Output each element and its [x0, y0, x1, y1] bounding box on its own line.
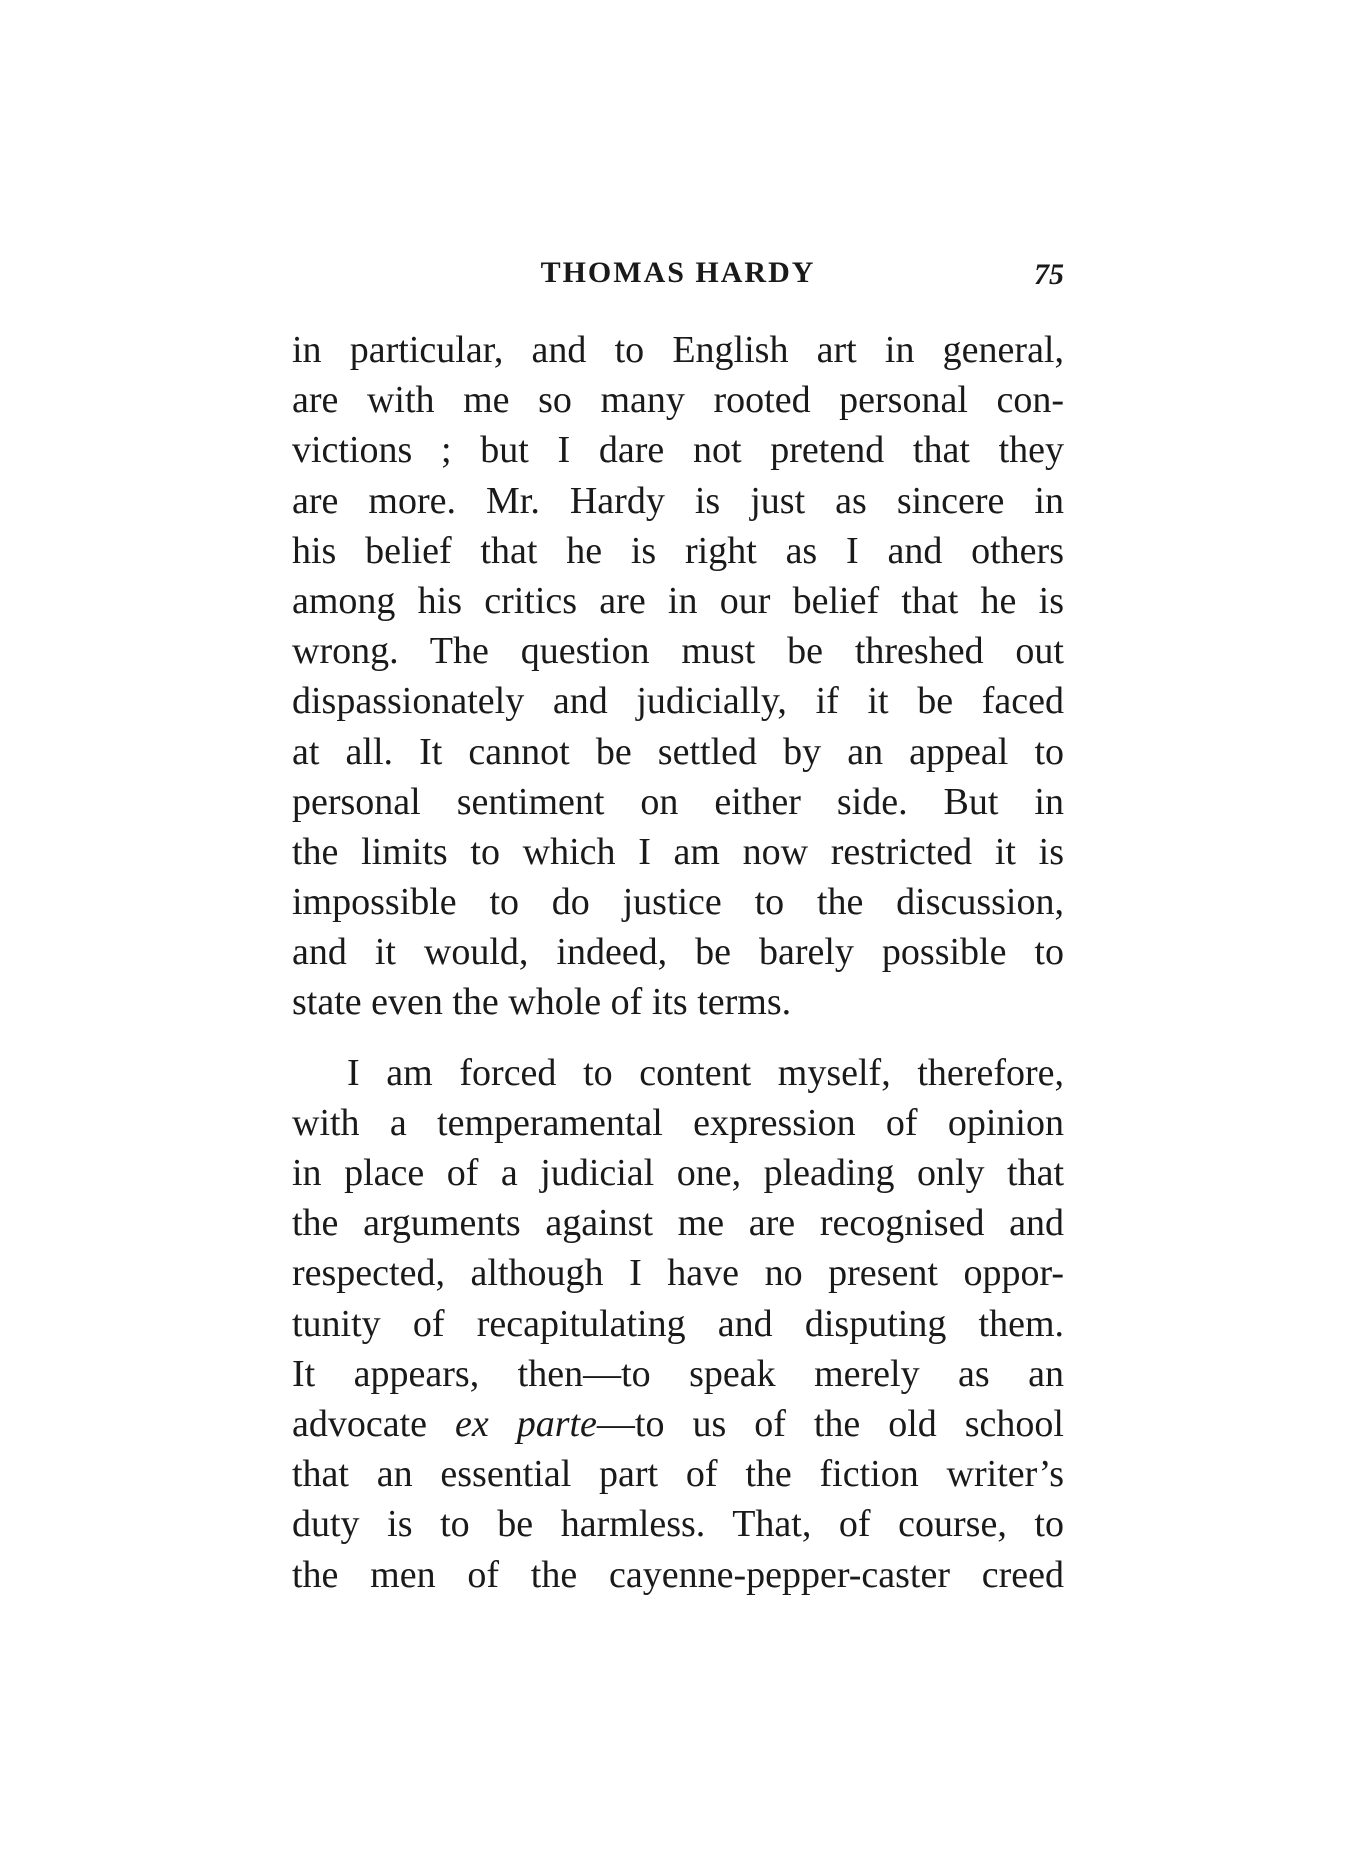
- text-line: It appears, then—to speak merely as an: [292, 1352, 1064, 1395]
- text-line: I am forced to content myself, therefore,: [347, 1051, 1064, 1094]
- text-line: with a temperamental expression of opinion: [292, 1101, 1064, 1144]
- body-text: [292, 325, 1064, 1600]
- text-line: dispassionately and judicially, if it be faced: [292, 680, 1064, 723]
- text-line-ex-parte: [292, 1399, 1064, 1449]
- page-header: [292, 256, 1064, 306]
- text-line: duty is to be harmless. That, of course, to: [292, 1503, 1064, 1546]
- text-line: victions ; but I dare not pretend that they: [292, 429, 1064, 472]
- running-title: THOMAS HARDY: [540, 256, 816, 289]
- italic-phrase: ex parte: [455, 1402, 597, 1445]
- text-fragment: —to us of the old school: [596, 1402, 1064, 1445]
- text-line: state even the whole of its terms.: [292, 981, 792, 1024]
- paragraph-2: [292, 1048, 1064, 1600]
- text-line: tunity of recapitulating and disputing them.: [292, 1302, 1064, 1345]
- text-fragment: advocate: [292, 1402, 455, 1445]
- text-line: personal sentiment on either side. But in: [292, 780, 1064, 823]
- text-line: and it would, indeed, be barely possible to: [292, 931, 1064, 974]
- paragraph-1: [292, 325, 1064, 1028]
- text-line: are with me so many rooted personal con-: [292, 379, 1064, 422]
- text-line: at all. It cannot be settled by an appeal to: [292, 730, 1064, 773]
- paragraph-gap: [292, 1028, 1064, 1048]
- text-line: the arguments against me are recognised and: [292, 1202, 1064, 1245]
- text-line: in place of a judicial one, pleading only that: [292, 1152, 1064, 1194]
- page-number: 75: [1034, 258, 1064, 291]
- text-line: the men of the cayenne-pepper-caster creed: [292, 1553, 1064, 1596]
- text-line: among his critics are in our belief that he is: [292, 579, 1064, 622]
- text-line: are more. Mr. Hardy is just as sincere in: [292, 479, 1064, 522]
- text-line: the limits to which I am now restricted it is: [292, 830, 1064, 873]
- text-line: that an essential part of the fiction writer’s: [292, 1453, 1064, 1496]
- text-line: his belief that he is right as I and others: [292, 529, 1064, 572]
- text-line: respected, although I have no present oppor-: [292, 1252, 1064, 1295]
- text-line: wrong. The question must be threshed out: [292, 630, 1064, 673]
- text-line: in particular, and to English art in general,: [292, 329, 1064, 371]
- text-line: impossible to do justice to the discussion,: [292, 881, 1064, 924]
